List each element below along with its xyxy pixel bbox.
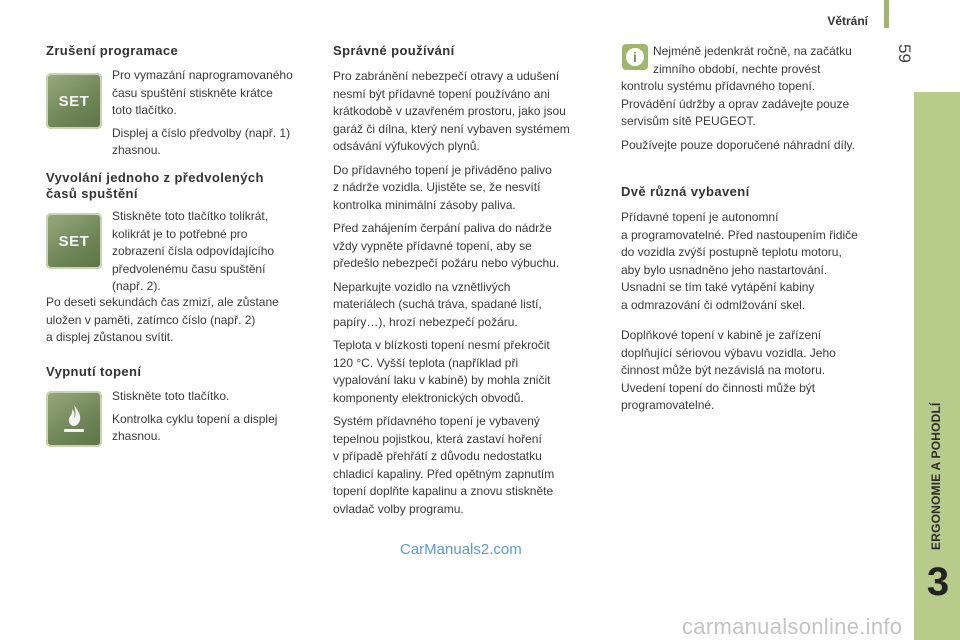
text-line: Displej a číslo předvolby (např. 1) (112, 125, 291, 140)
text-line: Uvedení topení do činnosti může být (621, 380, 816, 395)
text-line: a programovatelné. Před nastoupením řidiče (621, 227, 858, 242)
heater-flame-icon (46, 391, 102, 447)
text-line: Teplota v blízkosti topení nesmí překročit (333, 338, 550, 352)
header-rule (884, 0, 889, 28)
info-first-lines (653, 43, 893, 78)
text-line: vypalování laku v kabině) by mohla zničit (333, 373, 551, 387)
text-line: Přídavné topení je autonomní (621, 210, 779, 224)
text-line: Systém přídavného topení je vybavený (333, 414, 540, 428)
text-line: odsávání výfukových plynů. (333, 139, 480, 153)
cancel-programming-text (112, 67, 322, 160)
text-line: chladicí kapaliny. Před opětným zapnutím (333, 466, 555, 481)
text-line: Nejméně jedenkrát ročně, na začátku (653, 44, 852, 58)
section-title: Větrání (827, 14, 868, 28)
watermark-carmanuals2[interactable]: CarManuals2.com (400, 541, 522, 558)
text-line: Stiskněte toto tlačítko. (112, 389, 230, 403)
text-line: vždy vypněte přídavné topení, aby se (333, 238, 532, 253)
text-line: (např. 2). (112, 279, 161, 293)
text-line: kontrolka minimální zásoby paliva. (333, 197, 516, 212)
cabin-heater-text (621, 327, 901, 415)
text-line: zhasnou. (112, 143, 161, 157)
two-equipments-text (621, 209, 901, 314)
chapter-label: ERGONOMIE A POHODLÍ (929, 402, 943, 550)
text-line: a odmrazování či odmlžování skel. (621, 297, 806, 312)
text-line: předešlo nebezpečí požáru nebo výbuchu. (333, 256, 560, 270)
text-line: Do přídavného topení je přiváděno palivo (333, 162, 552, 177)
text-line: krátkodobě v uzavřeném prostoru, jako jsou (333, 104, 566, 118)
text-line: činnost může být nezávislá na motoru. (621, 363, 826, 377)
heading-recall-preset (46, 170, 264, 202)
text-line: zimního období, nechte provést (653, 61, 821, 76)
page-number: 59 (895, 44, 914, 63)
set-label: SET (58, 92, 90, 110)
heading-line: časů spuštění (46, 186, 138, 201)
text-line: do vozidla zvýší postupně teplotu motoru, (621, 245, 842, 259)
heater-off-text (112, 388, 322, 446)
text-line: topení doplňte kapalinu a znovu stiskněte (333, 484, 554, 498)
text-line: předvolenému času spuštění (112, 261, 266, 276)
text-line: kontrolu systému přídavného topení. (621, 79, 816, 93)
set-button-icon (46, 73, 102, 129)
text-line: programovatelné. (621, 398, 715, 412)
text-line: z nádrže vozidla. Ujistěte se, že nesvítí (333, 180, 541, 194)
text-line: a displej zůstanou svítit. (46, 330, 174, 344)
heading-line: Vyvolání jednoho z předvolených (46, 170, 264, 185)
heading-cancel-programming: Zrušení programace (46, 43, 179, 58)
text-line: Kontrolka cyklu topení a displej (112, 411, 278, 426)
recall-preset-text (112, 208, 322, 296)
text-line: Stiskněte toto tlačítko tolikrát, (112, 209, 269, 223)
text-line: materiálech (suchá tráva, spadané listí, (333, 297, 542, 311)
info-icon (622, 44, 648, 70)
text-line: zhasnou. (112, 429, 161, 443)
heading-correct-use: Správné používání (333, 43, 455, 58)
text-line: nesmí být přídavné topení používáno ani (333, 86, 550, 101)
flame-icon (59, 402, 89, 436)
text-line: garáž či dílna, který není vybaven systémem (333, 121, 570, 136)
text-line: kolikrát je to potřebné pro (112, 226, 248, 241)
chapter-side-tab (914, 92, 960, 640)
text-line: servisům sítě PEUGEOT. (621, 114, 756, 128)
text-line: času spuštění stiskněte krátce (112, 85, 273, 100)
text-line: zobrazení čísla odpovídajícího (112, 244, 275, 258)
text-line: Usnadní se tím také vytápění kabiny (621, 280, 815, 294)
heading-heater-off: Vypnutí topení (46, 364, 142, 379)
text-line: v případě přehřátí z důvodu nedostatku (333, 449, 542, 463)
chapter-number: 3 (926, 560, 950, 604)
heading-two-equipments: Dvě různá vybavení (621, 184, 750, 199)
recall-preset-note (46, 294, 321, 347)
correct-use-text (333, 68, 608, 518)
text-line: Před zahájením čerpání paliva do nádrže (333, 221, 552, 235)
watermark-carmanualsonline: carmanualsonline.info (682, 614, 903, 639)
set-button-icon (46, 213, 102, 269)
text-line: Po deseti sekundách čas zmizí, ale zůstane (46, 295, 279, 309)
text-line: Doplňkové topení v kabině je zařízení (621, 328, 822, 342)
text-line: tepelnou pojistkou, která zastaví hoření (333, 431, 542, 446)
text-line: papíry…), hrozí nebezpečí požáru. (333, 314, 518, 329)
text-line: Používejte pouze doporučené náhradní díly. (621, 137, 855, 152)
text-line: doplňující sériovou výbavu vozidla. Jeho (621, 345, 836, 360)
text-line: aby bylo usnadněno jeho nastartování. (621, 262, 828, 277)
info-rest (621, 78, 896, 154)
text-line: Neparkujte vozidlo na vznětlivých (333, 279, 511, 294)
text-line: Provádění údržby a oprav zadávejte pouze (621, 96, 850, 111)
text-line: Pro vymazání naprogramovaného (112, 68, 293, 82)
text-line: 120 °C. Vyšší teplota (například při (333, 355, 519, 370)
text-line: toto tlačítko. (112, 103, 177, 117)
text-line: Pro zabránění nebezpečí otravy a udušení (333, 69, 560, 83)
info-glyph: i (626, 48, 644, 66)
set-label: SET (58, 232, 90, 250)
text-line: komponenty elektronických obvodů. (333, 390, 524, 405)
text-line: ovladač volby programu. (333, 501, 464, 516)
text-line: uložen v paměti, zatímco číslo (např. 2) (46, 312, 256, 327)
